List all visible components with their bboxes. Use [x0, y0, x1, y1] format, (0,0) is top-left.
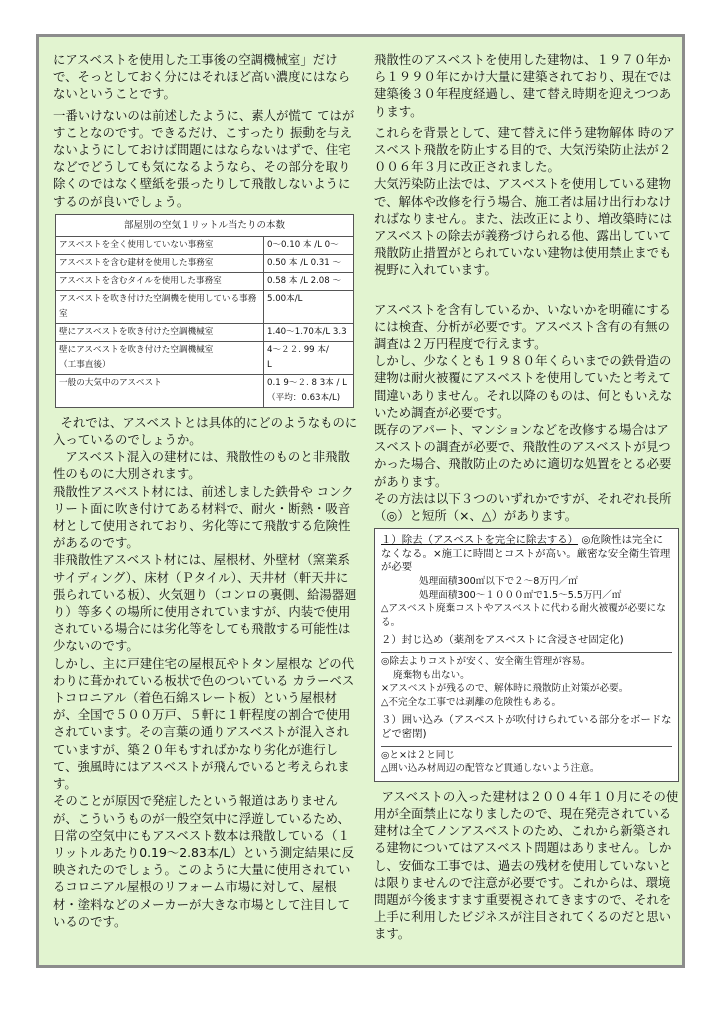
right-column — [374, 51, 679, 943]
paragraph: 既存のアパート、マンションなどを改修する場合はアスベストの調査が必要で、飛散性のアスベストが見つかった場合、飛散防止のために適切な処置をとる必要があります。 — [374, 422, 672, 489]
newsletter-panel — [36, 34, 685, 968]
row-label: 壁にアスベストを吹き付けた空調機械室 — [56, 323, 264, 341]
method-2-point: △不完全な工事では剥離の危険性もある。 — [381, 696, 562, 708]
paragraph: そのことが原因で発症したという報道はありませんが、こういうものが一般空気中に浮遊しているため、日常の空気中にもアスベスト数本は飛散している（１リットルあたり0.19～2.83本/L）という測定結果に反映されたのでしょう。このように大量に使用されているコロニアル屋根のリフォーム市場に対して、屋根材・塗料などのメーカーが大きな市場として注目しているのです。 — [53, 793, 355, 929]
row-value: 0.58 本 /L 2.08 ～ — [264, 272, 354, 290]
paragraph: アスベスト混入の建材には、飛散性のものと非飛散性のものに大別されます。 — [53, 449, 350, 482]
paragraph: しかし、少なくとも１９８０年くらいまでの鉄骨造の建物は耐火被覆にアスベストを使用していたと考えて間違いありません。それ以降のものは、何ともいえないため調査が必要です。 — [374, 353, 673, 420]
row-value: 1.40～1.70本/L 3.3 — [264, 323, 354, 341]
method-2-point: 廃棄物も出ない。 — [393, 669, 470, 681]
row-label: 壁にアスベストを吹き付けた空調機械室 （工事直後） — [56, 341, 264, 374]
paragraph: 非飛散性アスベスト材には、屋根材、外壁材（窯業系サイディング）、床材（Ｐタイル）、天井材（軒天井に張られている板）、火気廻り（コンロの裏側、給湯器廻り）等多くの場所に使用されていますが、内装で使用されている場合には劣化等をしても飛散する可能性は少ないのです。 — [53, 552, 357, 654]
row-value: 4～２２. 99 本/ L — [264, 341, 354, 374]
method-1-title: １）除去（アスベストを完全に除去する） — [381, 534, 579, 547]
paragraph: にアスベストを使用した工事後の空調機械室」だけで、そっとしておく分にはそれほど高い濃度にはならないということです。 — [53, 52, 351, 102]
paragraph: アスベストを含有しているか、いないかを明確にするには検査、分析が必要です。アスベスト含有の有無の調査は２万円程度で行えます。 — [374, 301, 671, 352]
row-label: アスベストを含むタイルを使用した事務室 — [56, 272, 264, 290]
paragraph: 大気汚染防止法では、アスベストを使用している建物で、解体や改修を行う場合、施工者は届け出行わなければなりません。また、法改正により、増改築時にはアスベストの除去が義務づけられる他、露出していて飛散防止措置がとられていない建物は使用禁止までも視野に入れています。 — [374, 176, 673, 278]
method-2-title: ２）封じ込め（薬剤をアスベストに含浸させ固定化) — [381, 634, 624, 647]
row-label: アスベストを含む建材を使用した事務室 — [56, 254, 264, 272]
row-value: 5.00本/L — [264, 290, 354, 323]
paragraph: しかし、主に戸建住宅の屋根瓦やトタン屋根な どの代わりに葺かれている板状で色のついている カラーベストコロニアル（着色石綿スレート板）という屋根材が、全国で５００万戸、５軒に１軒程度の割合で使用されています。その言葉の通りアスベストが混入されていますが、築２０年もすればかなり劣化が進行して、強風時にはアスベストが飛んでいると考えられます。 — [53, 655, 355, 792]
method-3-point: ◎と×は２と同じ — [381, 749, 455, 761]
paragraph: それでは、アスベストとは具体的にどのようなものに入っているのでしょうか。 — [53, 414, 358, 448]
table-row — [56, 272, 354, 290]
paragraph: 飛散性のアスベストを使用した建物は、１９７０年から１９９０年にかけ大量に建築されており、現在では建築後３０年程度経過し、建て替え時期を迎えつつあります。 — [374, 52, 672, 119]
row-label: アスベストを吹き付けた空調機を使用している事務室 — [56, 290, 264, 323]
paragraph: 一番いけないのは前述したように、素人が慌て てはがすことなのです。できるだけ、こすったり 振動を与えないようにしておけば問題にはならないはずで、住宅などでどうしても気になるようなら、その部分を取り除くのではなく壁紙を張ったりして飛散しないようにするのが良いでしょう。 — [53, 107, 355, 209]
row-label: 一般の大気中のアスベスト — [56, 374, 264, 407]
paragraph: 飛散性アスベスト材には、前述しました鉄骨や コンクリート面に吹き付けてある材料で、耐火・断熱・吸音材として使用されており、劣化等にて飛散する危険性があるのです。 — [53, 483, 354, 551]
method-box — [374, 528, 679, 782]
table-row — [56, 341, 354, 374]
paragraph: これらを背景として、建て替えに伴う建物解体 時のアスベスト飛散を防止する目的で、大気汚染防止法が２００６年３月に改正されました。 — [374, 124, 676, 175]
table-row — [56, 290, 354, 323]
method-3-title: ３）囲い込み（アスベストが吹付けられている部分をボードなどで密閉) — [381, 714, 672, 740]
method-1-lead: ◎危険性は完全になくなる。×施工に時間とコストが高い。厳密な安全衛生管理が必要 — [381, 534, 671, 574]
table-row — [56, 374, 354, 407]
row-value: 0.50 本 /L 0.31 ～ — [264, 254, 354, 272]
left-column — [53, 51, 358, 930]
method-1-cost: 処理面積300～１０００㎡で1.5～5.5万円／㎡ — [419, 589, 622, 601]
paragraph: その方法は以下３つのいずれかですが、それぞれ長所（◎）と短所（×、△）があります。 — [374, 490, 672, 524]
method-3-point: △囲い込み材周辺の配管など貫通しないよう注意。 — [381, 763, 600, 775]
row-value: 0～0.10 本 /L 0～ — [264, 236, 354, 254]
table-row — [56, 236, 354, 254]
row-label: アスベストを全く使用していない事務室 — [56, 236, 264, 254]
row-value: 0.1 9～２. 8 3本 / L （平均：0.63本/L) — [264, 374, 354, 407]
table-row — [56, 254, 354, 272]
air-fiber-table — [55, 214, 354, 408]
paragraph: アスベストの入った建材は２００４年１０月にその使用が全面禁止になりましたので、現在発売されている建材は全てノンアスベストのため、これから新築される建物についてはアスベスト問題はありません。しかし、安価な工事では、過去の残材を使用していないとは限りませんので注意が必要です。これからは、環境問題が今後ますます重要視されてきますので、それを上手に利用したビジネスが注目されてくるのだと思います。 — [374, 788, 679, 942]
method-1-note: △アスベスト廃棄コストやアスベストに代わる耐火被覆が必要になる。 — [381, 603, 666, 628]
method-1-cost: 処理面積300㎡以下で２～8万円／㎡ — [419, 576, 578, 588]
method-2-point: ◎除去よりコストが安く、安全衛生管理が容易。 — [381, 656, 591, 668]
table-row — [56, 323, 354, 341]
method-2-point: ×アスベストが残るので、解体時に飛散防止対策が必要。 — [381, 683, 629, 695]
table-title: 部屋別の空気１リットル当たりの本数 — [56, 214, 354, 236]
